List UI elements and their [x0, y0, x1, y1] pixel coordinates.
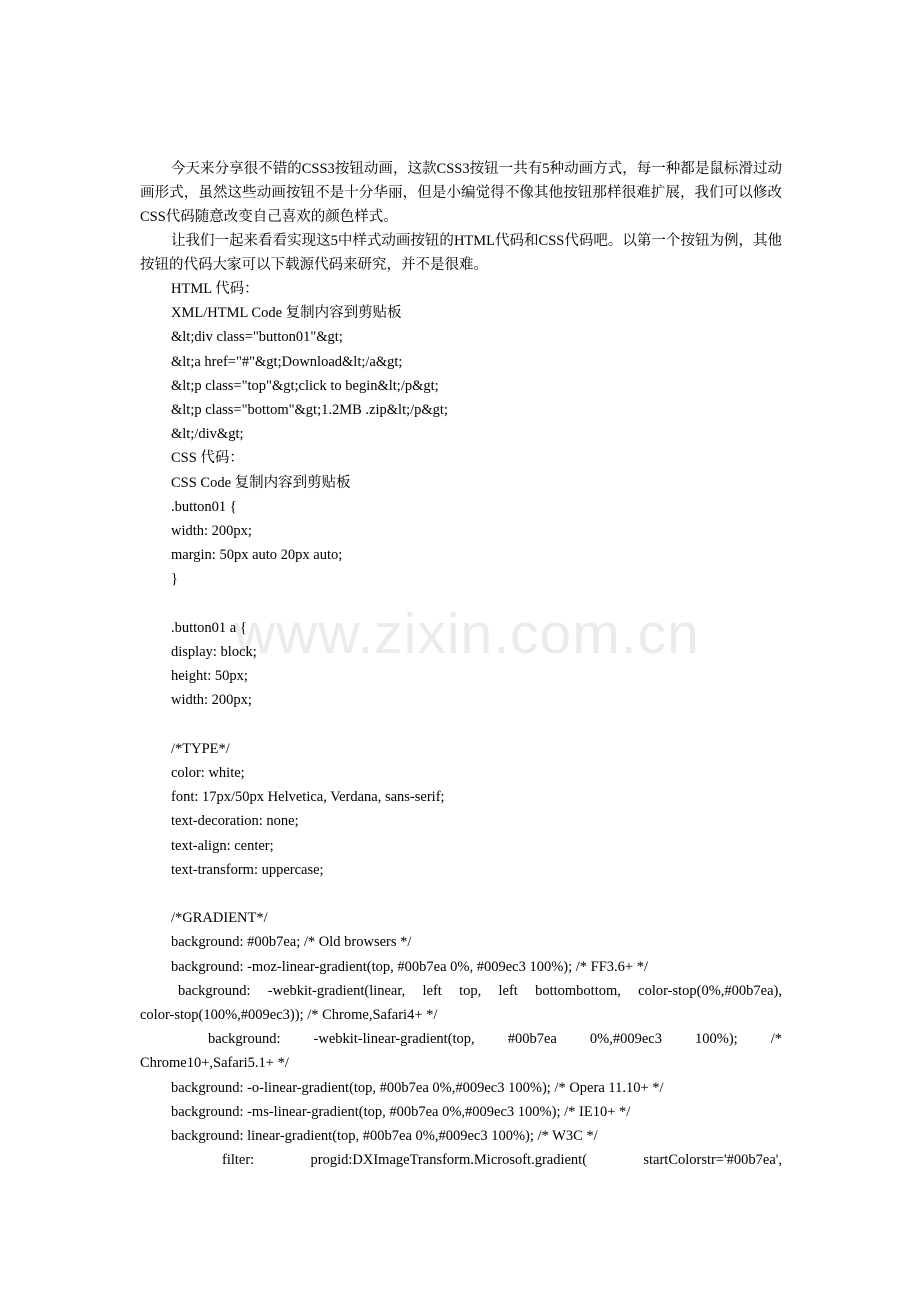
code-line: color: white;: [171, 765, 245, 782]
code-line: background: linear-gradient(top, #00b7ea 0%,#009ec3 100%); /* W3C */: [171, 1128, 598, 1145]
blank-line: [140, 592, 782, 616]
code-line: }: [171, 571, 178, 588]
code-line: background: -ms-linear-gradient(top, #00b7ea 0%,#009ec3 100%); /* IE10+ */: [171, 1103, 631, 1120]
code-line: text-align: center;: [171, 837, 274, 854]
blank-line: [140, 713, 782, 737]
css-code-title: CSS Code 复制内容到剪贴板: [171, 474, 351, 491]
blank-line: [140, 882, 782, 906]
html-heading: HTML 代码：: [171, 281, 259, 297]
code-line: height: 50px;: [171, 668, 248, 685]
code-line: display: block;: [171, 644, 257, 661]
code-line: color-stop(100%,#009ec3)); /* Chrome,Safari4+ */: [140, 1007, 438, 1024]
code-line: &lt;p class="top"&gt;click to begin&lt;/p&gt;: [171, 377, 439, 394]
code-line: &lt;div class="button01"&gt;: [171, 329, 343, 346]
code-line: /*GRADIENT*/: [171, 910, 268, 927]
code-line: .button01 a {: [171, 619, 247, 636]
intro-paragraph-1: 今天来分享很不错的CSS3按钮动画，这款CSS3按钮一共有5种动画方式，每一种都是鼠标滑过动画形式，虽然这些动画按钮不是十分华丽，但是小编觉得不像其他按钮那样很难扩展，我们可以修改CSS代码随意改变自己喜欢的颜色样式。: [140, 161, 782, 225]
code-line: .button01 {: [171, 498, 237, 515]
code-line: text-decoration: none;: [171, 813, 299, 830]
code-line: filter: progid:DXImageTransform.Microsoft.gradient( startColorstr='#00b7ea',: [222, 1152, 782, 1169]
wrapped-code-line: [140, 979, 782, 1027]
code-line: Chrome10+,Safari5.1+ */: [140, 1055, 289, 1072]
wrapped-code-line: [140, 1027, 782, 1075]
intro-paragraph-2: 让我们一起来看看实现这5中样式动画按钮的HTML代码和CSS代码吧。以第一个按钮为例，其他按钮的代码大家可以下载源代码来研究，并不是很难。: [140, 233, 782, 273]
code-line: width: 200px;: [171, 692, 252, 709]
code-line: text-transform: uppercase;: [171, 861, 324, 878]
wrapped-code-line: [140, 1148, 782, 1172]
code-line: background: #00b7ea; /* Old browsers */: [171, 934, 412, 951]
html-code-title: XML/HTML Code 复制内容到剪贴板: [171, 305, 402, 322]
code-line: &lt;p class="bottom"&gt;1.2MB .zip&lt;/p&gt;: [171, 402, 448, 419]
code-line: background: -o-linear-gradient(top, #00b7ea 0%,#009ec3 100%); /* Opera 11.10+ */: [171, 1079, 664, 1096]
code-line: margin: 50px auto 20px auto;: [171, 547, 343, 564]
code-line: background: -webkit-gradient(linear, left top, left bottombottom, color-stop(0%,#00b7ea),: [178, 982, 782, 999]
code-line: &lt;/div&gt;: [171, 426, 244, 443]
code-line: background: -webkit-linear-gradient(top, #00b7ea 0%,#009ec3 100%); /*: [208, 1031, 782, 1048]
code-line: /*TYPE*/: [171, 740, 230, 757]
code-line: font: 17px/50px Helvetica, Verdana, sans-serif;: [171, 789, 445, 806]
code-line: &lt;a href="#"&gt;Download&lt;/a&gt;: [171, 353, 403, 370]
code-line: width: 200px;: [171, 523, 252, 540]
document-body: [140, 157, 782, 1172]
code-line: background: -moz-linear-gradient(top, #00b7ea 0%, #009ec3 100%); /* FF3.6+ */: [171, 958, 649, 975]
watermark: www.zixin.com.cn: [234, 602, 700, 666]
css-heading: CSS 代码：: [171, 450, 244, 467]
